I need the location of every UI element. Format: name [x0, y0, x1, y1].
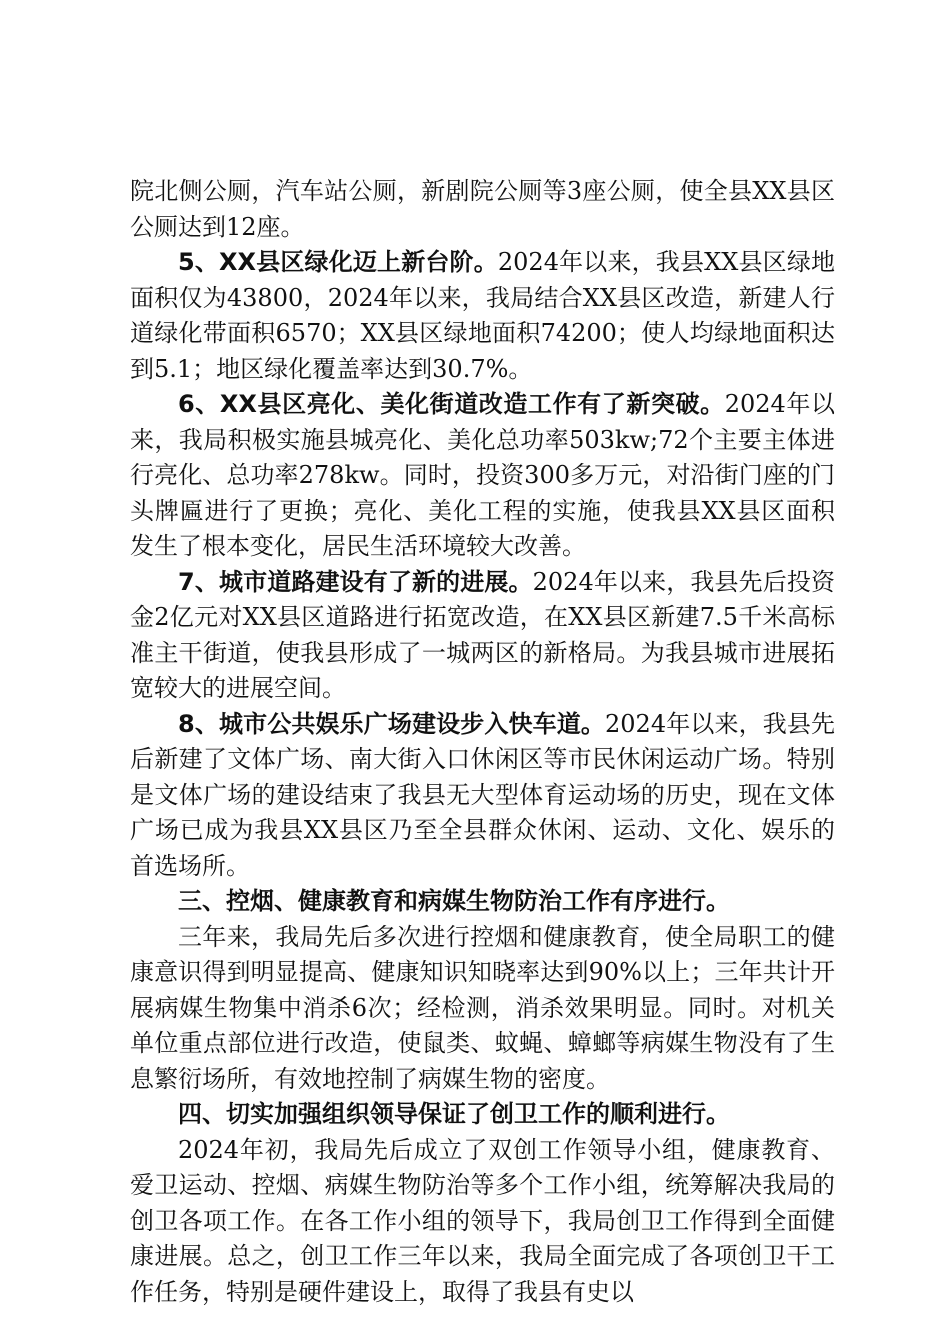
paragraph-lighting [130, 387, 835, 565]
paragraph-plaza [130, 707, 835, 885]
item-heading-plaza: 8、城市公共娱乐广场建设步入快车道。 [178, 709, 606, 738]
document-page [130, 174, 835, 1310]
paragraph-health-education: 三年来，我局先后多次进行控烟和健康教育，使全局职工的健康意识得到明显提高、健康知识知晓率达到90%以上；三年共计开展病媒生物集中消杀6次；经检测，消杀效果明显。同时。对机关单位重点部位进行改造，使鼠类、蚊蝇、蟑螂等病媒生物没有了生息繁衍场所，有效地控制了病媒生物的密度。 [130, 922, 835, 1093]
item-heading-lighting: 6、XX县区亮化、美化街道改造工作有了新突破。 [178, 390, 725, 418]
item-body-greening: 2024年以来，我县XX县区绿地面积仅为43800，2024年以来，我局结合XX县区改造，新建人行道绿化带面积6570；XX县区绿地面积74200；使人均绿地面积达到5.1；地区绿化覆盖率达到30.7%。 [130, 248, 835, 383]
paragraph-greening [130, 245, 835, 387]
paragraph-continued: 院北侧公厕，汽车站公厕，新剧院公厕等3座公厕，使全县XX县区公厕达到12座。 [130, 177, 835, 241]
item-heading-roads: 7、城市道路建设有了新的进展。 [178, 567, 533, 596]
paragraph-roads [130, 565, 835, 707]
section-heading-3: 三、控烟、健康教育和病媒生物防治工作有序进行。 [178, 887, 730, 915]
item-body-plaza: 2024年以来，我县先后新建了文体广场、南大街入口休闲区等市民休闲运动广场。特别是文体广场的建设结束了我县无大型体育运动场的历史，现在文体广场已成为我县XX县区乃至全县群众休闲、运动、文化、娱乐的首选场所。 [130, 709, 835, 880]
section-heading-4: 四、切实加强组织领导保证了创卫工作的顺利进行。 [178, 1100, 730, 1128]
paragraph-organization: 2024年初，我局先后成立了双创工作领导小组，健康教育、爱卫运动、控烟、病媒生物防治等多个工作小组，统筹解决我局的创卫各项工作。在各工作小组的领导下，我局创卫工作得到全面健康进展。总之，创卫工作三年以来，我局全面完成了各项创卫干工作任务，特别是硬件建设上，取得了我县有史以 [130, 1135, 835, 1306]
item-body-roads: 2024年以来，我县先后投资金2亿元对XX县区道路进行拓宽改造，在XX县区新建7.5千米高标准主干街道，使我县形成了一城两区的新格局。为我县城市进展拓宽较大的进展空间。 [130, 567, 836, 702]
item-body-lighting: 2024年以来，我局积极实施县城亮化、美化总功率503kw;72个主要主体进行亮化、总功率278kw。同时，投资300多万元，对沿街门座的门头牌匾进行了更换；亮化、美化工程的实施，使我县XX县区面积发生了根本变化，居民生活环境较大改善。 [130, 390, 835, 560]
item-heading-greening: 5、XX县区绿化迈上新台阶。 [178, 248, 498, 276]
